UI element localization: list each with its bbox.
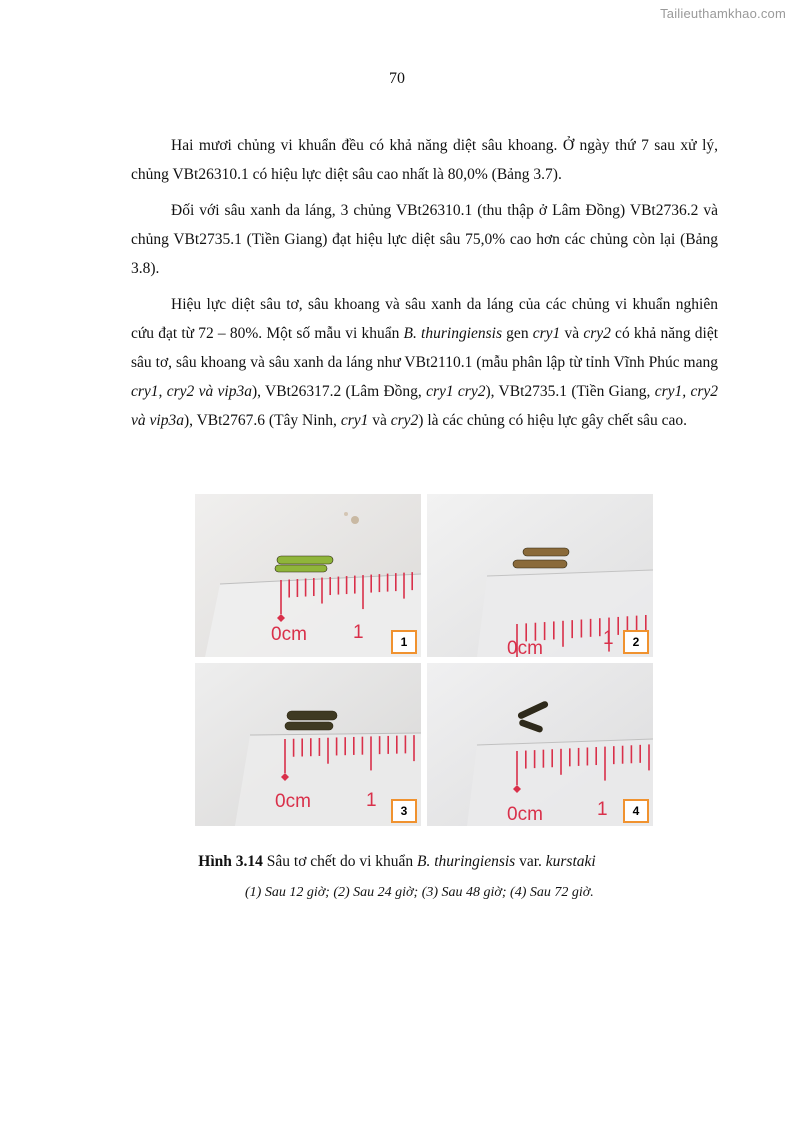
panel-label: 2 xyxy=(623,630,649,654)
ruler-one-label: 1 xyxy=(366,790,377,811)
ruler-zero-label: 0cm xyxy=(275,791,311,812)
photo-larva-24h xyxy=(427,494,653,657)
figure-larvae xyxy=(195,494,653,826)
photo-larva-48h xyxy=(195,663,421,826)
panel-label: 4 xyxy=(623,799,649,823)
paragraph-3: Hiệu lực diệt sâu tơ, sâu khoang và sâu xanh da láng của các chủng vi khuẩn nghiên cứu đạt từ 72 – 80%. Một số mẫu vi khuẩn B. thuringiensis gen cry1 và cry2 có khả năng diệt sâu tơ, sâu khoang và sâu xanh da láng như VBt2110.1 (mẫu phân lập từ tỉnh Vĩnh Phúc mang cry1, cry2 và vip3a), VBt26317.2 (Lâm Đồng, cry1 cry2), VBt2735.1 (Tiền Giang, cry1, cry2 và vip3a), VBt2767.6 (Tây Ninh, cry1 và cry2) là các chủng có hiệu lực gây chết sâu cao. xyxy=(131,296,719,429)
watermark: Tailieuthamkhao.com xyxy=(660,6,786,21)
figure-panel-2 xyxy=(427,494,653,657)
figure-panel-3 xyxy=(195,663,421,826)
ruler-one-label: 1 xyxy=(597,799,608,820)
larva-shape xyxy=(275,556,333,572)
ruler-one-label: 1 xyxy=(603,628,614,649)
figure-panel-1 xyxy=(195,494,421,657)
figure-caption: Hình 3.14 Sâu tơ chết do vi khuẩn B. thuringiensis var. kurstaki xyxy=(198,853,596,870)
photo-larva-72h xyxy=(427,663,653,826)
ruler-zero-label: 0cm xyxy=(507,638,543,657)
figure-panel-4 xyxy=(427,663,653,826)
ruler-zero-label: 0cm xyxy=(507,804,543,825)
figure-sub-caption: (1) Sau 12 giờ; (2) Sau 24 giờ; (3) Sau 48 giờ; (4) Sau 72 giờ. xyxy=(245,885,594,900)
ruler-one-label: 1 xyxy=(353,622,364,643)
paragraph-1: Hai mươi chủng vi khuẩn đều có khả năng diệt sâu khoang. Ở ngày thứ 7 sau xử lý, chủng VBt26310.1 có hiệu lực diệt sâu cao nhất là 80,0% (Bảng 3.7). xyxy=(131,137,718,183)
body-text xyxy=(131,131,718,442)
photo-larva-12h xyxy=(195,494,421,657)
panel-label: 3 xyxy=(391,799,417,823)
page-number: 70 xyxy=(389,70,405,87)
paragraph-2: Đối với sâu xanh da láng, 3 chủng VBt26310.1 (thu thập ở Lâm Đồng) VBt2736.2 và chủng VBt2735.1 (Tiền Giang) đạt hiệu lực diệt sâu 75,0% cao hơn các chủng còn lại (Bảng 3.8). xyxy=(131,202,718,277)
ruler-zero-label: 0cm xyxy=(271,624,307,645)
panel-label: 1 xyxy=(391,630,417,654)
